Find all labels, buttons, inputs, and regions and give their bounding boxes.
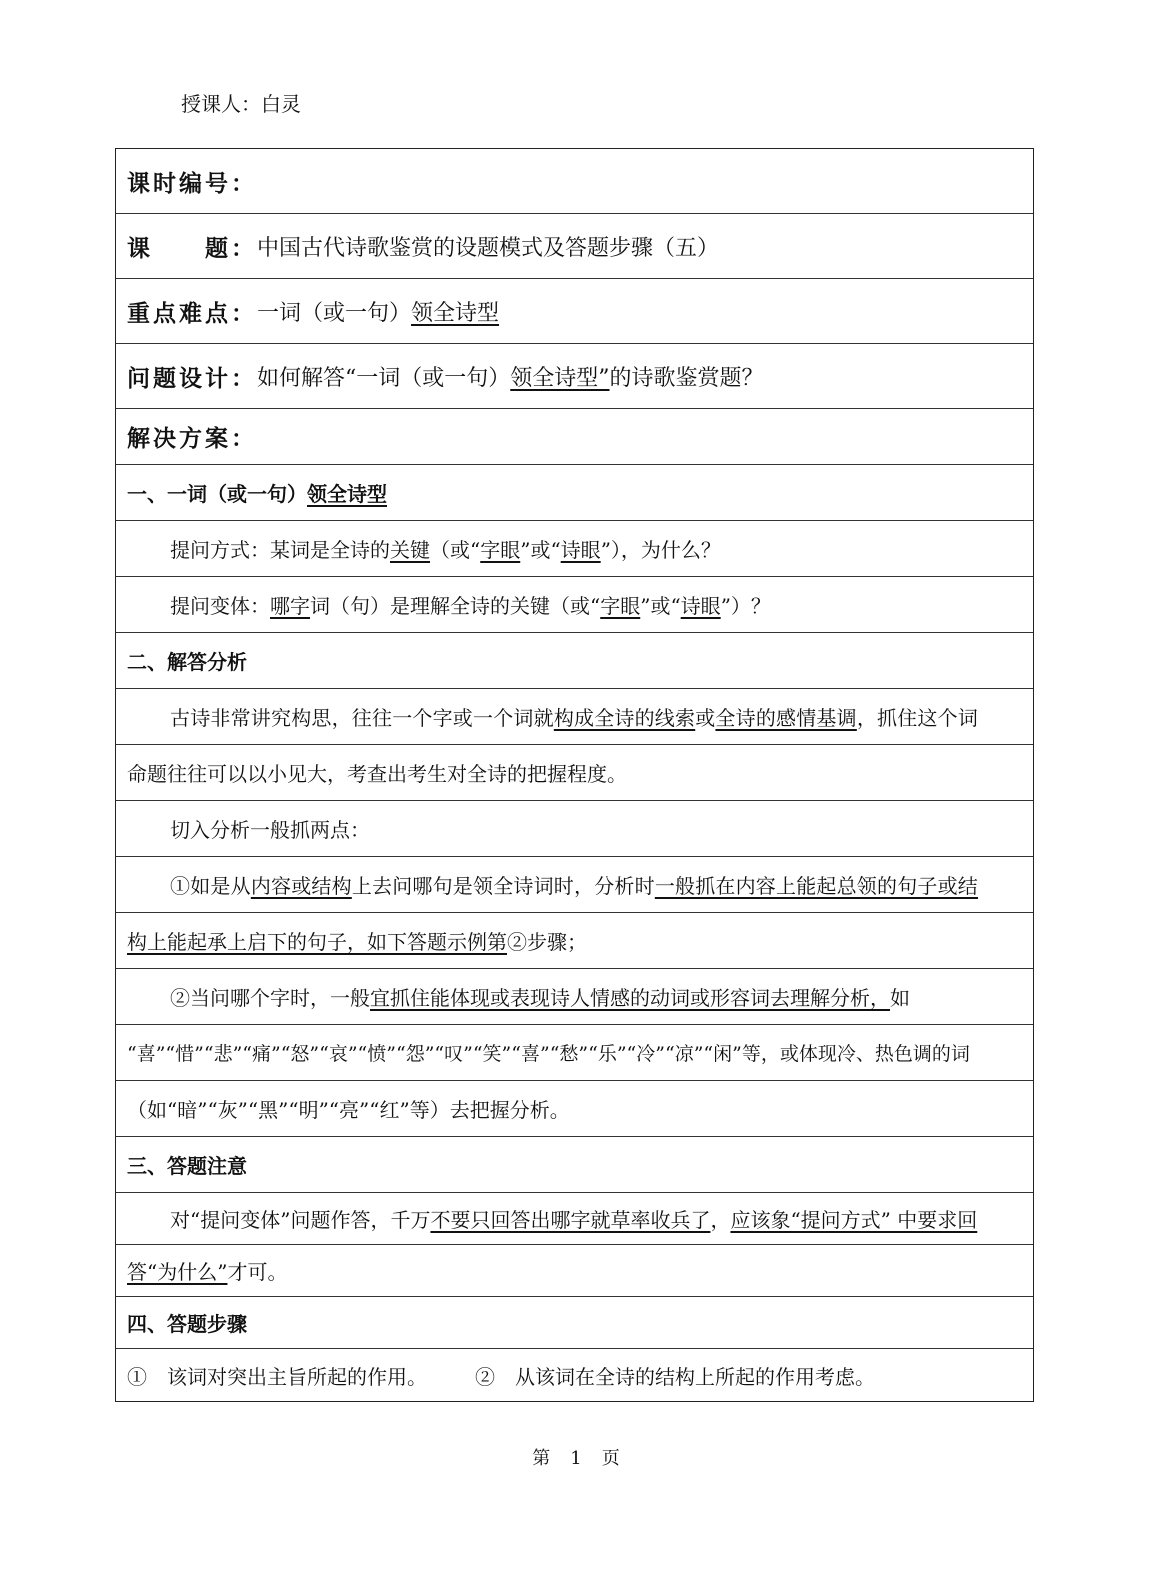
analysis-p4-line1 — [116, 969, 1033, 1025]
analysis-p1-b: 构成全诗的线索 — [553, 706, 696, 730]
step-2: ② 从该词在全诗的结构上所起的作用考虑。 — [475, 1364, 875, 1389]
analysis-p4-a: ②当问哪个字时，一般 — [170, 986, 370, 1010]
question-part-b: 领全诗型” — [510, 365, 610, 391]
analysis-p4-line3 — [116, 1081, 1033, 1137]
notice-d: 应该象“提问方式” 中要求回 — [730, 1208, 978, 1232]
topic-label-b: 题： — [205, 235, 257, 262]
footer-suffix: 页 — [601, 1448, 620, 1469]
ask-text-g: ”），为什么？ — [600, 538, 721, 562]
ask-text-a: 提问方式：某词是全诗的 — [170, 538, 390, 562]
page-number: 1 — [570, 1448, 582, 1469]
step-1: ① 该词对突出主旨所起的作用。 — [127, 1364, 427, 1389]
section-1-title — [116, 465, 1033, 521]
variant-text-g: ”）？ — [720, 594, 771, 618]
focus-plain: 一词（或一句） — [257, 300, 412, 326]
ask-text-b: 关键 — [390, 538, 430, 562]
analysis-p1-e: ，抓住这个词 — [856, 706, 979, 730]
variant-text-c: 词（句）是理解全诗的关键（或“ — [310, 594, 601, 618]
analysis-p3-a: ①如是从 — [170, 874, 251, 898]
analysis-p4-d: “喜”“惜”“悲”“痛”“怒”“哀”“愤”“怨”“叹”“笑”“喜”“愁”“乐”“冷”“凉”“闲”等，或体现冷、热色调的词 — [127, 1043, 970, 1065]
ask-text-f: 诗眼 — [560, 538, 601, 562]
notice-e: 答“为什么” — [127, 1260, 228, 1284]
analysis-p1-line1 — [116, 689, 1033, 745]
steps-row — [116, 1349, 1033, 1401]
analysis-p1-line2 — [116, 745, 1033, 801]
analysis-p4-c: 如 — [890, 986, 910, 1010]
ask-text-d: 字眼 — [480, 538, 521, 562]
question-part-c: 的诗歌鉴赏题？ — [609, 365, 764, 391]
focus-underlined: 领全诗型 — [411, 300, 500, 326]
lesson-number-row — [116, 149, 1033, 214]
page-footer — [0, 1444, 1152, 1470]
notice-a: 对“提问变体”问题作答，千万 — [170, 1208, 431, 1232]
section-3-title — [116, 1137, 1033, 1193]
topic-value: 中国古代诗歌鉴赏的设题模式及答题步骤（五） — [257, 235, 720, 261]
focus-label: 重点难点： — [127, 300, 257, 327]
topic-row — [116, 214, 1033, 279]
ask-variant-row — [116, 577, 1033, 633]
ask-text-c: （或“ — [430, 538, 481, 562]
notice-c: ， — [710, 1208, 731, 1232]
section-2-title-text: 二、解答分析 — [127, 650, 247, 674]
notice-line1 — [116, 1193, 1033, 1245]
ask-method-row — [116, 521, 1033, 577]
section-2-title — [116, 633, 1033, 689]
variant-text-a: 提问变体： — [170, 594, 270, 618]
analysis-p3-b: 内容或结构 — [250, 874, 352, 898]
analysis-p4-b: 宜抓住能体现或表现诗人情感的动词或形容词去理解分析， — [370, 986, 890, 1010]
analysis-p3-line1 — [116, 857, 1033, 913]
section-4-title — [116, 1297, 1033, 1349]
variant-text-e: ”或“ — [640, 594, 681, 618]
analysis-p4-e: （如“暗”“灰”“黑”“明”“亮”“红”等）去把握分析。 — [127, 1098, 570, 1122]
notice-line2 — [116, 1245, 1033, 1297]
solution-row — [116, 409, 1033, 465]
analysis-p1-f: 命题往往可以以小见大，考查出考生对全诗的把握程度。 — [127, 762, 627, 786]
section-1-title-a: 一、一词（或一句） — [127, 482, 307, 506]
section-1-title-b: 领全诗型 — [307, 482, 387, 506]
footer-prefix: 第 — [532, 1448, 551, 1469]
analysis-p1-c: 或 — [695, 706, 716, 730]
analysis-p3-d: 一般抓在内容上能起总领的句子或结 — [654, 874, 979, 898]
lesson-plan-table — [115, 148, 1034, 1402]
analysis-p3-c: 上去问哪句是领全诗词时，分析时 — [351, 874, 655, 898]
analysis-p2 — [116, 801, 1033, 857]
teacher-name: 授课人：白灵 — [181, 92, 301, 116]
section-3-title-text: 三、答题注意 — [127, 1154, 247, 1178]
variant-text-d: 字眼 — [600, 594, 641, 618]
analysis-p2-text: 切入分析一般抓两点： — [170, 818, 370, 842]
notice-b: 不要只回答出哪字就草率收兵了 — [430, 1208, 711, 1232]
topic-label-a: 课 — [127, 235, 153, 262]
analysis-p3-f: ②步骤； — [507, 930, 587, 954]
question-label: 问题设计： — [127, 365, 257, 392]
question-part-a: 如何解答“一词（或一句） — [257, 365, 511, 391]
analysis-p4-line2 — [116, 1025, 1033, 1081]
section-4-title-text: 四、答题步骤 — [127, 1312, 247, 1336]
analysis-p3-line2 — [116, 913, 1033, 969]
variant-text-b: 哪字 — [270, 594, 310, 618]
ask-text-e: ”或“ — [520, 538, 561, 562]
question-row — [116, 344, 1033, 409]
notice-f: 才可。 — [227, 1260, 288, 1284]
variant-text-f: 诗眼 — [680, 594, 721, 618]
analysis-p1-a: 古诗非常讲究构思，往往一个字或一个词就 — [170, 706, 554, 730]
lesson-number-label: 课时编号： — [127, 170, 257, 197]
solution-label: 解决方案： — [127, 426, 257, 452]
analysis-p3-e: 构上能起承上启下的句子，如下答题示例第 — [127, 930, 507, 954]
focus-row — [116, 279, 1033, 344]
analysis-p1-d: 全诗的感情基调 — [715, 706, 857, 730]
